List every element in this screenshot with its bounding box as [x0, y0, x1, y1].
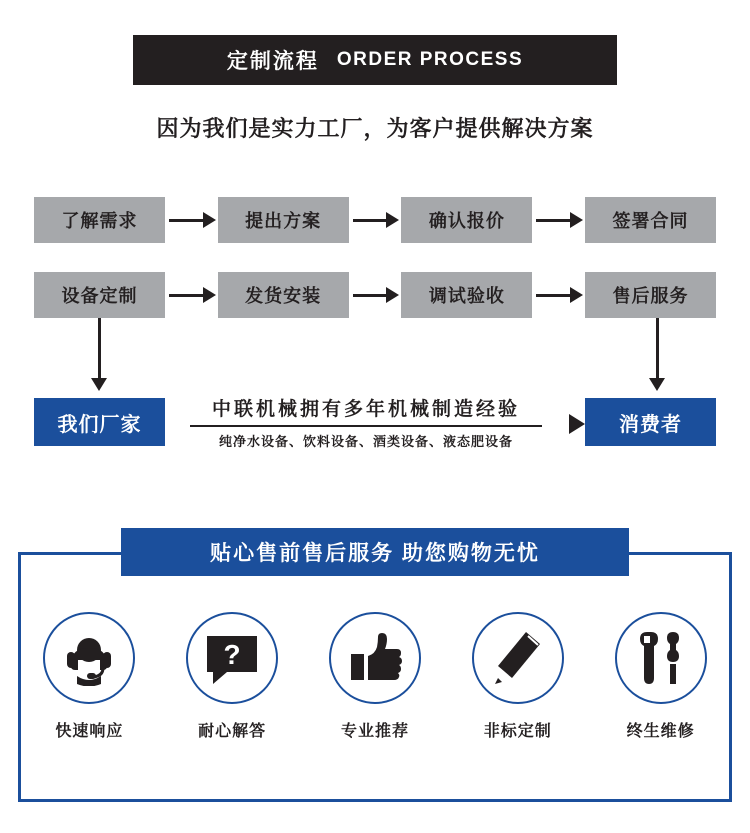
flow-row-2: [34, 272, 716, 318]
icon-circle: [186, 612, 278, 704]
flow-step-box: 提出方案: [218, 197, 349, 243]
arrow-right-icon: [532, 197, 585, 243]
arrow-down-icon: [91, 378, 107, 391]
list-item: [172, 612, 292, 741]
header-banner: [133, 35, 617, 85]
wrench-screwdriver-icon: [633, 630, 689, 686]
arrow-right-icon: [165, 272, 218, 318]
list-item: [315, 612, 435, 741]
arrow-down-icon: [649, 378, 665, 391]
header-title-cn: 定制流程: [226, 50, 319, 73]
middle-caption-line2: 纯净水设备、饮料设备、酒类设备、液态肥设备: [218, 434, 513, 449]
middle-caption: [184, 392, 548, 456]
header-title-en: ORDER PROCESS: [336, 49, 524, 70]
connector-line-left: [98, 318, 101, 380]
flow-step-box: 设备定制: [34, 272, 165, 318]
icon-circle-wrapper: [458, 612, 578, 741]
list-item-label: 快速响应: [55, 723, 124, 740]
list-item: [29, 612, 149, 741]
arrow-right-icon: [569, 414, 585, 434]
divider: [190, 425, 542, 427]
factory-box: 我们厂家: [34, 398, 165, 446]
middle-row: [34, 392, 716, 456]
icon-circle: [615, 612, 707, 704]
flow-step-box: 发货安装: [218, 272, 349, 318]
flow-step-box: 调试验收: [401, 272, 532, 318]
list-item-label: 专业推荐: [340, 723, 409, 740]
icon-circle: [43, 612, 135, 704]
flow-row-1: [34, 197, 716, 243]
arrow-right-icon: [165, 197, 218, 243]
consumer-box: 消费者: [585, 398, 716, 446]
middle-caption-line1: 中联机械拥有多年机械制造经验: [211, 399, 520, 420]
icon-circle: [329, 612, 421, 704]
page-subtitle: 因为我们是实力工厂，为客户提供解决方案: [156, 116, 594, 141]
icon-circle: [472, 612, 564, 704]
flow-step-box: 签署合同: [585, 197, 716, 243]
list-item-label: 非标定制: [483, 723, 552, 740]
headset-icon: [59, 630, 119, 686]
arrow-right-icon: [532, 272, 585, 318]
thumbs-up-icon: [347, 630, 403, 686]
flow-step-box: 售后服务: [585, 272, 716, 318]
list-item-label: 耐心解答: [198, 723, 267, 740]
list-item-label: 终生维修: [626, 723, 695, 740]
arrow-right-icon: [349, 197, 402, 243]
arrow-right-icon: [349, 272, 402, 318]
service-item-list: [18, 612, 732, 741]
flow-step-box: 确认报价: [401, 197, 532, 243]
pencil-icon: [492, 630, 544, 686]
list-item: [601, 612, 721, 741]
flow-step-box: 了解需求: [34, 197, 165, 243]
connector-line-right: [656, 318, 659, 380]
svg-text:?: ?: [223, 639, 241, 670]
service-panel-title: 贴心售前售后服务 助您购物无忧: [121, 528, 629, 576]
question-bubble-icon: [203, 630, 261, 686]
